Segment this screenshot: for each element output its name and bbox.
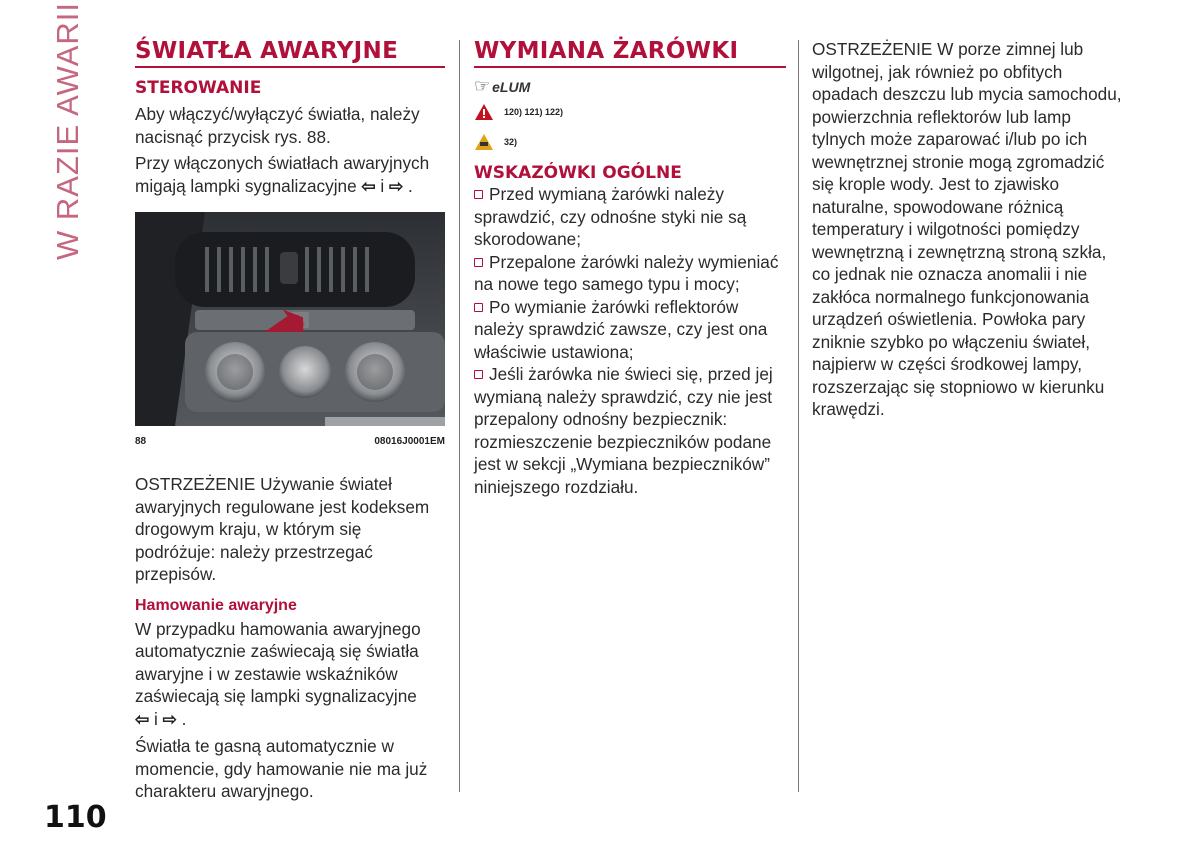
figure-caption xyxy=(135,436,445,447)
subsection-title-general-advice: WSKAZÓWKI OGÓLNE xyxy=(474,163,682,183)
paragraph-indicators: Przy włączonych światłach awaryjnych migają lampki sygnalizacyjne ⇦ i ⇨ . xyxy=(135,153,430,196)
bullet-square-icon xyxy=(474,258,483,267)
dashboard-hazard-button-photo xyxy=(135,212,445,426)
advice-list-item: Przepalone żarówki należy wymieniać na nowe tego samego typu i mocy; xyxy=(474,251,779,294)
column-divider xyxy=(798,40,799,792)
paragraph-emergency-braking: W przypadku hamowania awaryjnego automatycznie zaświecają się światła awaryjne i w zestawie wskaźników zaświecają się lampki sygnalizacyjne ⇦ i ⇨ . xyxy=(135,618,421,729)
danger-warning-refs: 120) 121) 122) xyxy=(474,103,786,121)
turn-left-indicator-icon: ⇦ xyxy=(361,176,376,196)
bullet-square-icon xyxy=(474,303,483,312)
advice-list-item: Przed wymianą żarówki należy sprawdzić, czy odnośne styki nie są skorodowane; xyxy=(474,184,747,249)
advice-list xyxy=(474,183,786,498)
advice-list-item: Po wymianie żarówki reflektorów należy sprawdzić zawsze, czy jest ona właściwie ustawiona; xyxy=(474,296,768,362)
section-title-bulb-replacement: WYMIANA ŻARÓWKI xyxy=(474,38,786,68)
side-chapter-label: W RAZIE AWARII xyxy=(50,2,85,260)
danger-triangle-icon xyxy=(474,103,494,121)
column-fogging-warning xyxy=(812,38,1132,421)
eco-lum-symbol: ☞ eLUM xyxy=(474,76,531,96)
turn-right-indicator-icon: ⇨ xyxy=(389,176,404,196)
subsection-title-controls: STEROWANIE xyxy=(135,78,262,98)
figure-number: 88 xyxy=(135,436,147,447)
figure-code: 08016J0001EM xyxy=(374,436,445,447)
page-number: 110 xyxy=(44,800,107,835)
subsection-title-emergency-braking: Hamowanie awaryjne xyxy=(135,596,297,614)
warning-paragraph-fogging: OSTRZEŻENIE W porze zimnej lub wilgotnej, jak również po obfitych opadach deszczu lub mycia samochodu, powierzchnia reflektorów lub lamp tylnych może zaparować i/lub po ich wewnętrznej stronie mogą zgromadzić się krople wody. Jest to zjawisko naturalne, spowodowane różnicą temperatury i wilgotności pomiędzy wewnętrzną i zewnętrzną stroną szkła, co jednak nie oznacza anomalii i nie zakłóca normalnego funkcjonowania urządzeń oświetlenia. Powłoka pary zniknie szybko po włączeniu świateł, najpierw w części środkowej lampy, rozszerzając się stopniowo w kierunku krawędzi. xyxy=(812,39,1122,419)
warning-paragraph-hazard: OSTRZEŻENIE Używanie świateł awaryjnych regulowane jest kodeksem drogowym kraju, w którym się podróżuje: należy przestrzegać przepisów. xyxy=(135,474,430,584)
caution-warning-refs: 32) xyxy=(474,133,786,151)
caution-triangle-icon xyxy=(474,133,494,151)
turn-left-indicator-icon: ⇦ xyxy=(135,709,150,729)
advice-list-item: Jeśli żarówka nie świeci się, przed jej wymianą należy sprawdzić, czy nie jest przepalony odnośny bezpiecznik: rozmieszczenie bezpieczników podane jest w sekcji „Wymiana bezpieczników” niniejszego rozdziału. xyxy=(474,364,773,497)
section-title-hazard-lights: ŚWIATŁA AWARYJNE xyxy=(135,38,445,68)
bullet-square-icon xyxy=(474,370,483,379)
column-divider xyxy=(459,40,460,792)
column-hazard-lights xyxy=(135,38,445,803)
paragraph-controls: Aby włączyć/wyłączyć światła, należy nacisnąć przycisk rys. 88. xyxy=(135,104,420,147)
hand-pointing-icon: ☞ xyxy=(474,76,491,96)
turn-right-indicator-icon: ⇨ xyxy=(162,709,177,729)
column-bulb-replacement xyxy=(474,38,786,498)
dashboard-photo-illustration xyxy=(135,212,445,426)
paragraph-lights-off: Światła te gasną automatycznie w momencie, gdy hamowanie nie ma już charakteru awaryjnego. xyxy=(135,736,428,801)
bullet-square-icon xyxy=(474,190,483,199)
